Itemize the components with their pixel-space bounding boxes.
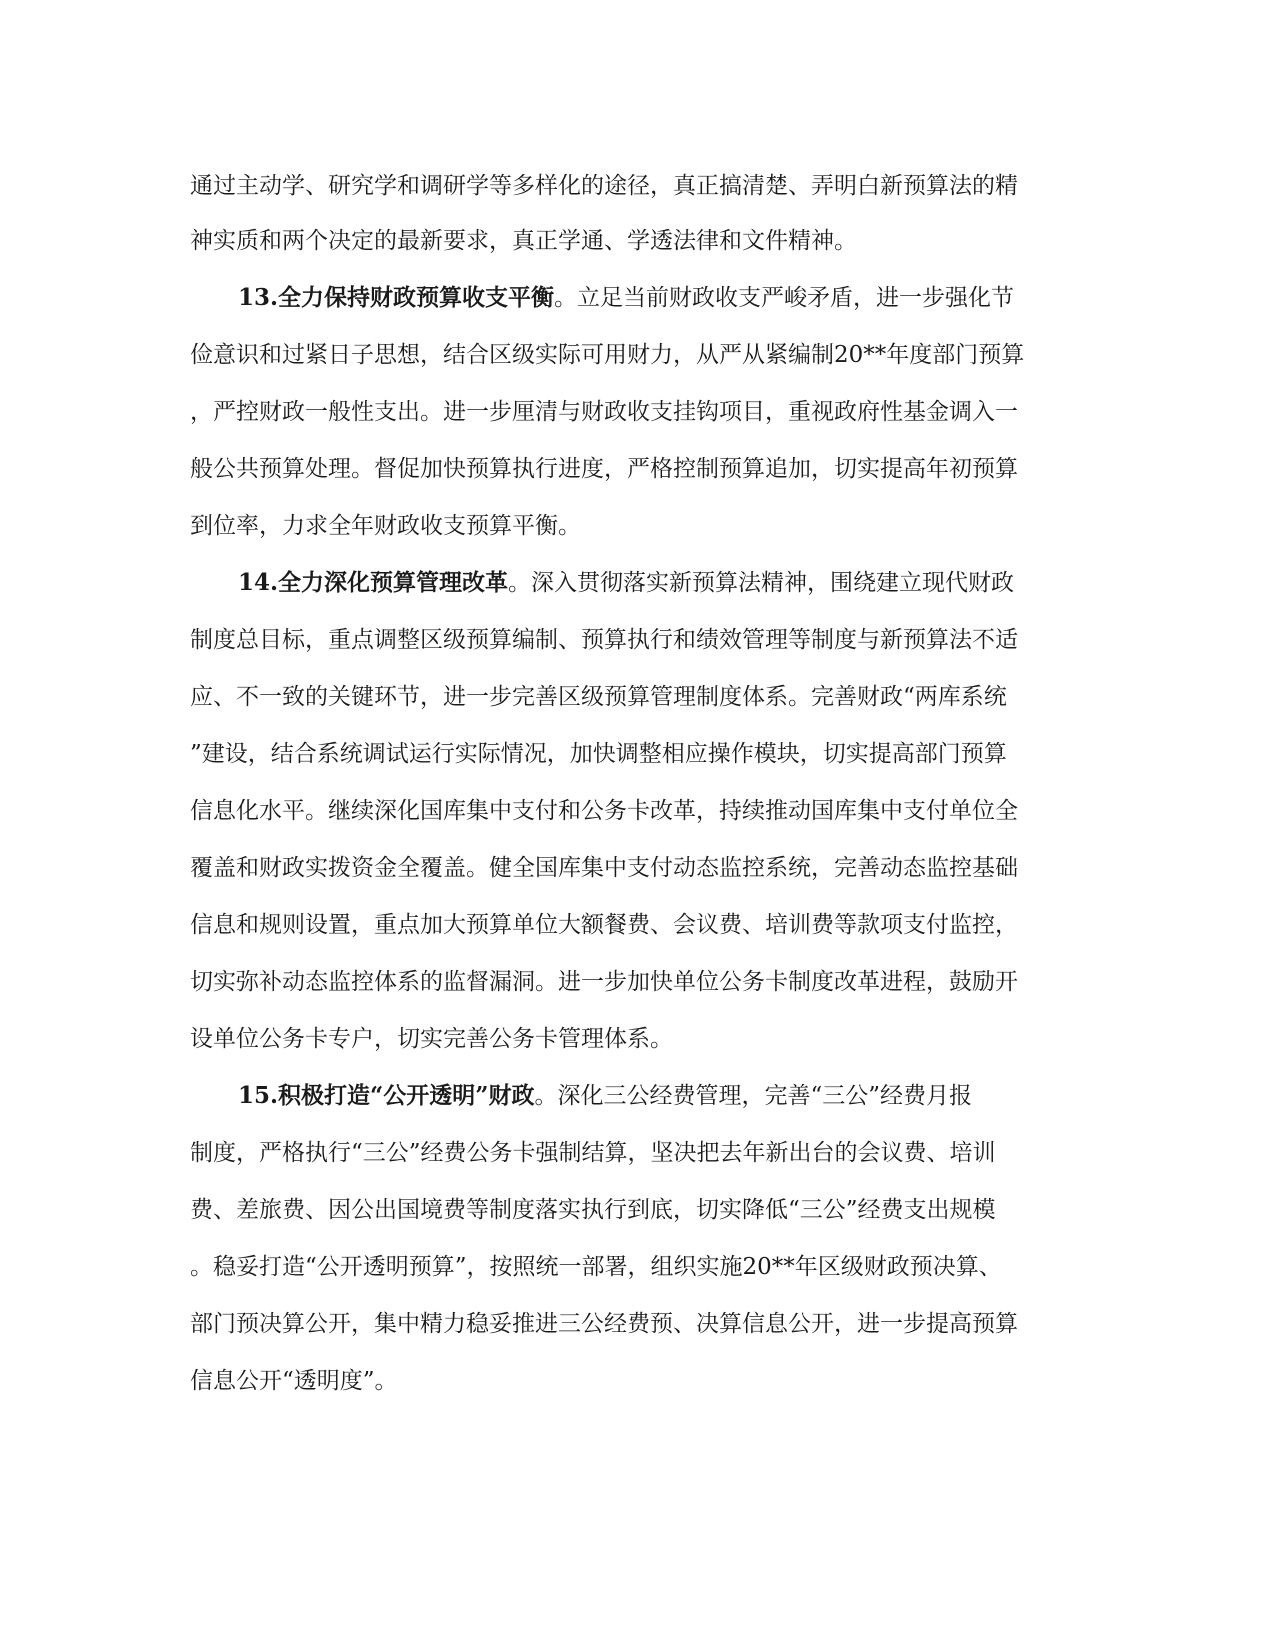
paragraph-line: 部门预决算公开，集中精力稳妥推进三公经费预、决算信息公开，进一步提高预算	[190, 1311, 1018, 1337]
paragraph-line: 制度总目标，重点调整区级预算编制、预算执行和绩效管理等制度与新预算法不适	[190, 627, 1018, 653]
section-heading-14: 14.全力深化预算管理改革	[238, 569, 509, 596]
paragraph-line: 信息化水平。继续深化国库集中支付和公务卡改革，持续推动国库集中支付单位全	[190, 798, 1018, 824]
paragraph-first-line	[238, 283, 1014, 313]
paragraph-line: 切实弥补动态监控体系的监督漏洞。进一步加快单位公务卡制度改革进程，鼓励开	[190, 969, 1018, 995]
paragraph-line: 通过主动学、研究学和调研学等多样化的途径，真正搞清楚、弄明白新预算法的精	[190, 173, 1018, 199]
paragraph-first-line	[238, 568, 1014, 598]
paragraph-line: 费、差旅费、因公出国境费等制度落实执行到底，切实降低“三公”经费支出规模	[190, 1197, 996, 1223]
paragraph-line: 设单位公务卡专户，切实完善公务卡管理体系。	[190, 1026, 673, 1052]
paragraph-line: ”建设，结合系统调试运行实际情况，加快调整相应操作模块，切实提高部门预算	[190, 741, 1007, 767]
paragraph-line: 覆盖和财政实拨资金全覆盖。健全国库集中支付动态监控系统，完善动态监控基础	[190, 855, 1018, 881]
paragraph-line: 般公共预算处理。督促加快预算执行进度，严格控制预算追加，切实提高年初预算	[190, 456, 1018, 482]
section-heading-13: 13.全力保持财政预算收支平衡	[238, 284, 555, 311]
paragraph-line: 俭意识和过紧日子思想，结合区级实际可用财力，从严从紧编制20**年度部门预算	[190, 342, 1025, 368]
paragraph-line: 信息公开“透明度”。	[190, 1368, 398, 1394]
paragraph-text: 。深化三公经费管理，完善“三公”经费月报	[534, 1083, 973, 1109]
paragraph-line: ，严控财政一般性支出。进一步厘清与财政收支挂钩项目，重视政府性基金调入一	[190, 399, 1018, 425]
section-heading-15: 15.积极打造“公开透明”财政	[238, 1082, 535, 1109]
paragraph-line: 神实质和两个决定的最新要求，真正学通、学透法律和文件精神。	[190, 228, 857, 254]
paragraph-line: 。稳妥打造“公开透明预算”，按照统一部署，组织实施20**年区级财政预决算、	[190, 1254, 1002, 1280]
paragraph-text: 。立足当前财政收支严峻矛盾，进一步强化节	[554, 285, 1015, 311]
paragraph-text: 。深入贯彻落实新预算法精神，围绕建立现代财政	[508, 570, 1015, 596]
paragraph-line: 信息和规则设置，重点加大预算单位大额餐费、会议费、培训费等款项支付监控，	[190, 912, 1018, 938]
paragraph-first-line	[238, 1081, 972, 1111]
paragraph-line: 应、不一致的关键环节，进一步完善区级预算管理制度体系。完善财政“两库系统	[190, 684, 1007, 710]
paragraph-line: 到位率，力求全年财政收支预算平衡。	[190, 513, 581, 539]
paragraph-line: 制度，严格执行“三公”经费公务卡强制结算，坚决把去年新出台的会议费、培训	[190, 1140, 996, 1166]
